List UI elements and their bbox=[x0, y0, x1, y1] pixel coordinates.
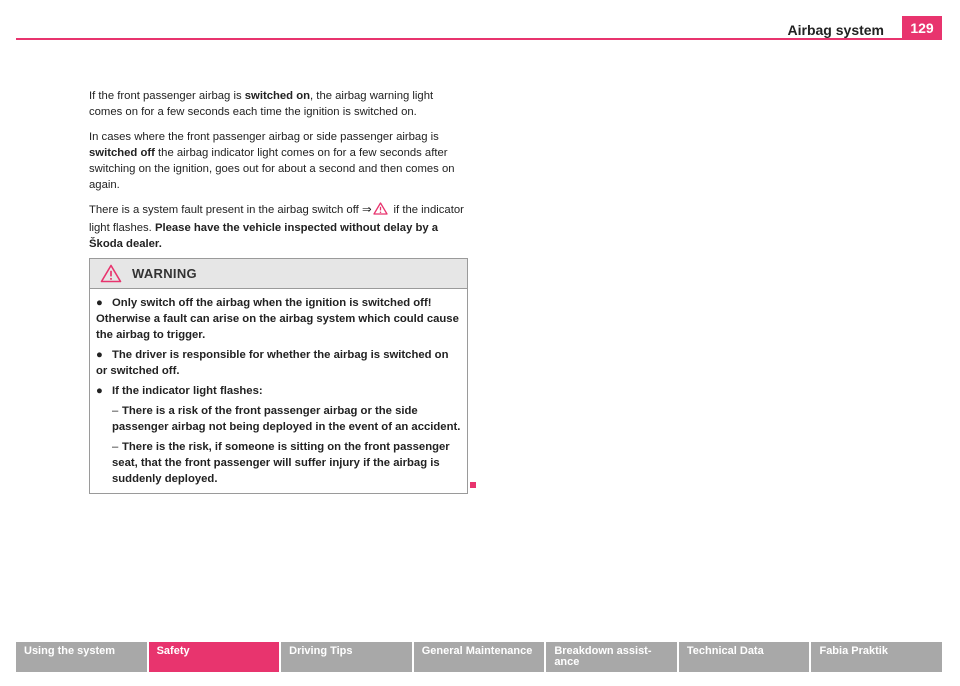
cross-reference-arrow: ⇒ bbox=[361, 204, 372, 216]
paragraph-3-text-a: There is a system fault present in the airbag switch off bbox=[89, 204, 362, 216]
bullet-icon: ● bbox=[96, 349, 103, 361]
header-divider bbox=[16, 38, 942, 40]
paragraph-2-text-a: In cases where the front passenger airbag or side passenger airbag is bbox=[89, 131, 439, 143]
tab-general-maintenance[interactable]: General Maintenance bbox=[414, 642, 545, 672]
tab-using-the-system[interactable]: Using the system bbox=[16, 642, 147, 672]
paragraph-3 bbox=[89, 202, 467, 252]
page-number: 129 bbox=[902, 16, 942, 40]
dash-marker: – bbox=[112, 441, 119, 453]
tab-safety[interactable]: Safety bbox=[149, 642, 280, 672]
section-end-marker bbox=[470, 482, 476, 488]
warning-triangle-icon[interactable] bbox=[373, 202, 388, 220]
tab-technical-data[interactable]: Technical Data bbox=[679, 642, 810, 672]
tab-driving-tips[interactable]: Driving Tips bbox=[281, 642, 412, 672]
warning-box bbox=[89, 258, 468, 494]
warning-subitem-text: There is the risk, if someone is sitting on the front passenger seat, that the front passenger will suffer injury if the airbag is suddenly deployed. bbox=[112, 441, 450, 485]
warning-title: WARNING bbox=[132, 266, 197, 281]
warning-item-text: If the indicator light flashes: bbox=[112, 385, 263, 397]
footer-nav bbox=[16, 642, 942, 672]
warning-header bbox=[90, 259, 467, 289]
paragraph-2-text-c: the airbag indicator light comes on for a few seconds after switching on the ignition, goes out for about a second and then comes on again. bbox=[89, 147, 455, 191]
tab-fabia-praktik[interactable]: Fabia Praktik bbox=[811, 642, 942, 672]
paragraph-1-text-c: , the airbag warning light comes on for a few seconds each time the ignition is switched on. bbox=[89, 90, 434, 118]
paragraph-1-bold: switched on bbox=[244, 90, 311, 102]
bullet-icon: ● bbox=[96, 385, 103, 397]
warning-subitem bbox=[96, 403, 461, 435]
warning-item-text: Only switch off the airbag when the ignition is switched off! Otherwise a fault can arise on the airbag system which could cause the airbag to trigger. bbox=[96, 297, 459, 341]
warning-item bbox=[96, 383, 461, 399]
warning-item bbox=[96, 347, 461, 379]
warning-triangle-icon bbox=[100, 264, 122, 283]
warning-body bbox=[90, 289, 467, 487]
paragraph-2-bold: switched off bbox=[89, 147, 155, 159]
paragraph-2 bbox=[89, 129, 467, 193]
paragraph-1-text-a: If the front passenger airbag is bbox=[89, 90, 245, 102]
dash-marker: – bbox=[112, 405, 119, 417]
warning-subitem bbox=[96, 439, 461, 487]
bullet-icon: ● bbox=[96, 297, 103, 309]
warning-subitem-text: There is a risk of the front passenger airbag or the side passenger airbag not being deployed in the event of an accident. bbox=[112, 405, 461, 433]
tab-breakdown-assistance[interactable]: Breakdown assistance bbox=[546, 642, 677, 672]
warning-item bbox=[96, 295, 461, 343]
body-text bbox=[89, 88, 467, 261]
paragraph-1 bbox=[89, 88, 467, 120]
section-title: Airbag system bbox=[787, 22, 884, 38]
paragraph-3-text-b: if the indicator light flashes. bbox=[89, 204, 464, 234]
paragraph-3-bold: Please have the vehicle inspected without delay by a Škoda dealer. bbox=[89, 222, 439, 250]
warning-item-text: The driver is responsible for whether the airbag is switched on or switched off. bbox=[96, 349, 449, 377]
